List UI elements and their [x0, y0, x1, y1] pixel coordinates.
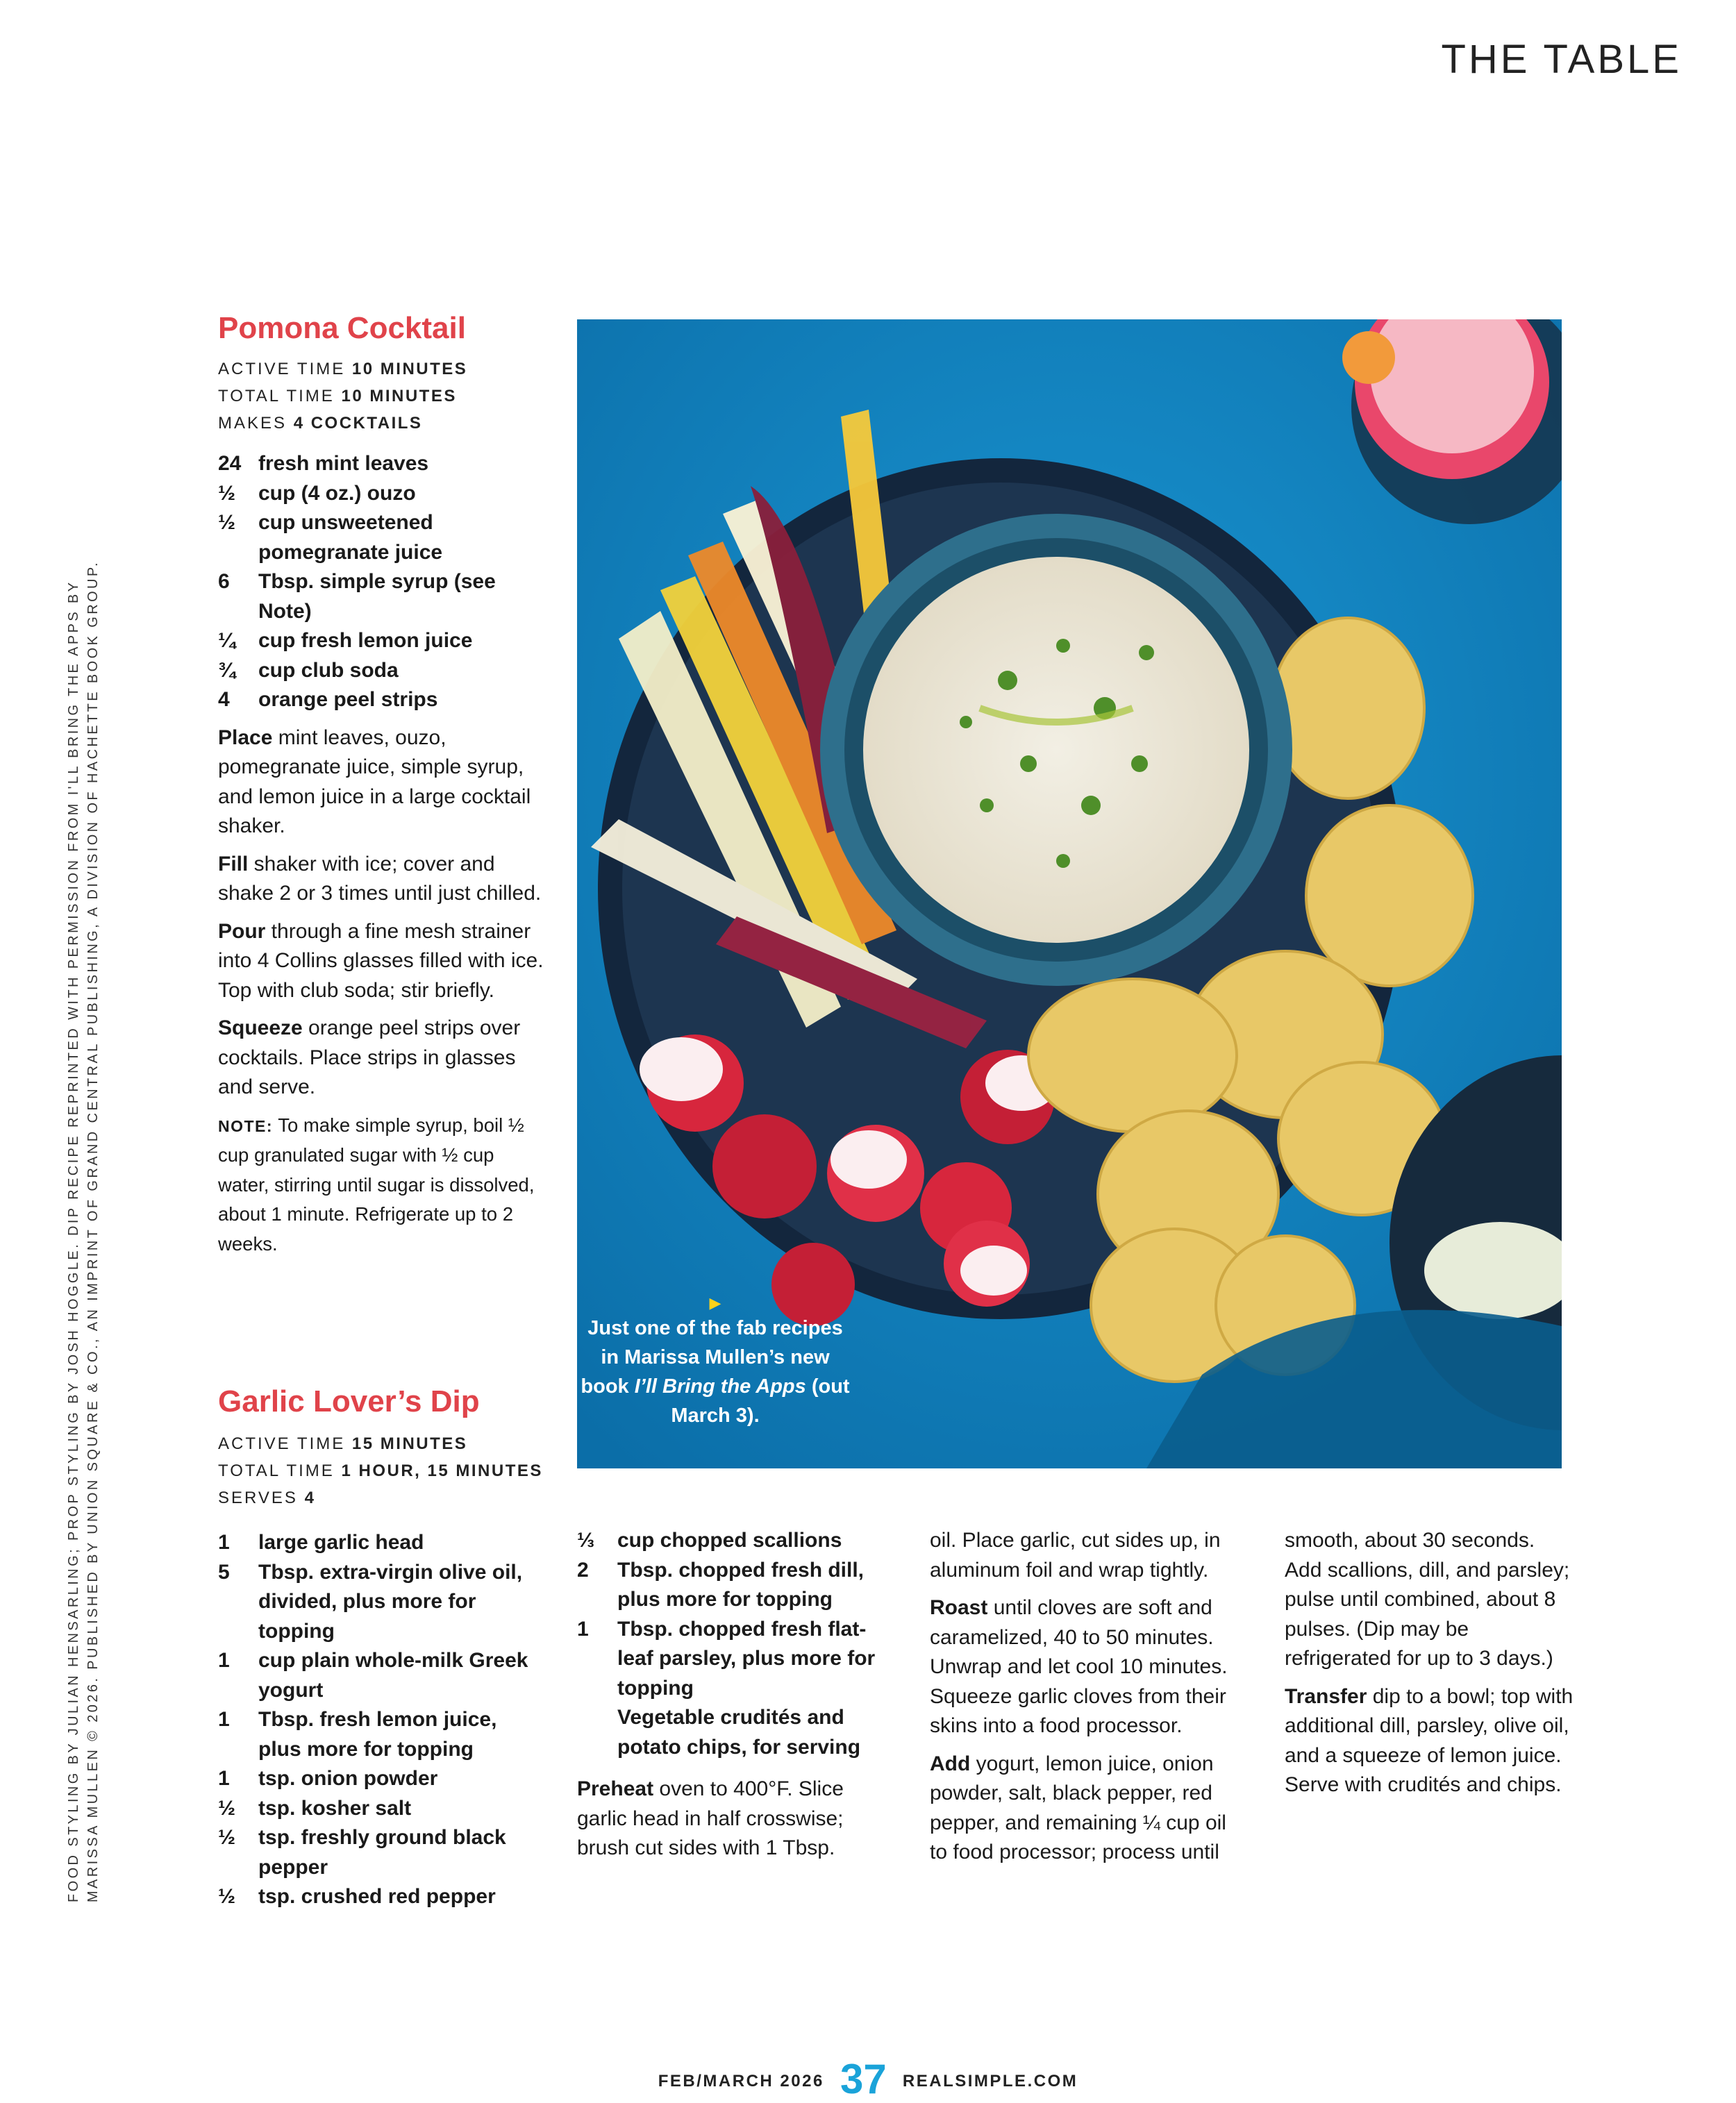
ingredient-item: ½ tsp. kosher salt — [218, 1796, 412, 1820]
dip-column-3 — [930, 1526, 1235, 1876]
ingredient-item: 5 Tbsp. extra-virgin olive oil, divided, plus more for topping — [218, 1560, 523, 1643]
ingredient-item: ⅓ cup chopped scallions — [577, 1529, 842, 1552]
step-continued: oil. Place garlic, cut sides up, in aluminum foil and wrap tightly. — [930, 1529, 1221, 1582]
step: Add yogurt, lemon juice, onion powder, salt, black pepper, red pepper, and remaining ¼ cup oil to food processor; process until — [930, 1752, 1226, 1863]
step: Roast until cloves are soft and caramelized, 40 to 50 minutes. Unwrap and let cool 10 minutes. Squeeze garlic cloves from their skins into a food processor. — [930, 1596, 1228, 1737]
cocktail-note: NOTE: To make simple syrup, boil ½ cup granulated sugar with ½ cup water, stirring until sugar is dissolved, about 1 minute. Refrigerate up to 2 weeks. — [218, 1114, 535, 1255]
ingredient-item: ½ tsp. freshly ground black pepper — [218, 1826, 506, 1879]
ingredient-item: ¾ cup club soda — [218, 658, 399, 682]
meta-row: TOTAL TIME 10 MINUTES — [218, 387, 457, 405]
dip-recipe — [218, 1384, 544, 1912]
meta-row: ACTIVE TIME 15 MINUTES — [218, 1434, 468, 1453]
ingredient-item: ½ cup (4 oz.) ouzo — [218, 481, 416, 505]
ingredient-item: 4 orange peel strips — [218, 688, 438, 711]
ingredient-item: 2 Tbsp. chopped fresh dill, plus more for topping — [577, 1558, 865, 1611]
step: Transfer dip to a bowl; top with additional dill, parsley, olive oil, and a squeeze of lemon juice. Serve with crudités and chips. — [1285, 1684, 1574, 1796]
step: Pour through a fine mesh strainer into 4 Collins glasses filled with ice. Top with club soda; stir briefly. — [218, 919, 544, 1002]
photo-caption: ▶ Just one of the fab recipes in Marissa Mullen’s new book I’ll Bring the Apps (out March 3). — [581, 1294, 850, 1427]
ingredient-item: Vegetable crudités and potato chips, for serving — [617, 1706, 861, 1759]
caption-arrow-icon: ▶ — [709, 1294, 721, 1312]
ingredient-item: 6 Tbsp. simple syrup (see Note) — [218, 570, 496, 623]
step: Place mint leaves, ouzo, pomegranate juice, simple syrup, and lemon juice in a large cocktail shaker. — [218, 726, 531, 837]
meta-row: TOTAL TIME 1 HOUR, 15 MINUTES — [218, 1461, 543, 1480]
step: Preheat oven to 400°F. Slice garlic head in half crosswise; brush cut sides with 1 Tbsp. — [577, 1777, 844, 1859]
meta-row: SERVES 4 — [218, 1489, 316, 1507]
meta-row: ACTIVE TIME 10 MINUTES — [218, 360, 468, 378]
cocktail-recipe — [218, 311, 544, 1259]
step: Squeeze orange peel strips over cocktails. Place strips in glasses and serve. — [218, 1016, 521, 1098]
ingredient-item: 24 fresh mint leaves — [218, 452, 429, 475]
ingredient-item: 1 large garlic head — [218, 1531, 424, 1554]
cocktail-meta — [218, 355, 544, 437]
issue-date: FEB/MARCH 2026 — [658, 2072, 824, 2091]
dip-ingredients-col2 — [577, 1526, 883, 1762]
ingredient-item: 1 Tbsp. chopped fresh flat-leaf parsley, plus more for topping — [577, 1617, 876, 1700]
ingredient-item: 1 Tbsp. fresh lemon juice, plus more for topping — [218, 1708, 497, 1761]
meta-row: MAKES 4 COCKTAILS — [218, 414, 423, 433]
step: Fill shaker with ice; cover and shake 2 or 3 times until just chilled. — [218, 852, 542, 905]
dip-column-4 — [1285, 1526, 1576, 1809]
ingredient-item: 1 cup plain whole-milk Greek yogurt — [218, 1649, 528, 1702]
website: REALSIMPLE.COM — [902, 2072, 1078, 2091]
cocktail-ingredients — [218, 449, 544, 715]
dip-column-2 — [577, 1526, 883, 1872]
ingredient-item: ¼ cup fresh lemon juice — [218, 629, 473, 652]
photo-credit — [64, 560, 103, 1902]
page-footer — [0, 2055, 1736, 2103]
dip-title: Garlic Lover’s Dip — [218, 1384, 480, 1418]
dip-ingredients-col1 — [218, 1528, 544, 1912]
book-title: I’ll Bring the Apps — [634, 1375, 806, 1398]
credit-line-1: FOOD STYLING BY JULIAN HENSARLING; PROP STYLING BY JOSH HOGGLE. DIP RECIPE REPRINTED WITH PERMISSION FROM I'LL BRING THE APPS BY — [66, 580, 81, 1902]
ingredient-item: ½ cup unsweetened pomegranate juice — [218, 511, 443, 564]
cocktail-title: Pomona Cocktail — [218, 311, 466, 345]
section-header: THE TABLE — [1441, 37, 1682, 82]
ingredient-item: 1 tsp. onion powder — [218, 1767, 438, 1790]
step-continued: smooth, about 30 seconds. Add scallions, dill, and parsley; pulse until combined, about 8 pulses. (Dip may be refrigerated for up to 3 days.) — [1285, 1529, 1570, 1670]
ingredient-item: ½ tsp. crushed red pepper — [218, 1885, 496, 1908]
page-number: 37 — [840, 2056, 887, 2102]
cocktail-steps — [218, 723, 544, 1259]
dip-meta — [218, 1430, 544, 1511]
credit-line-2: MARISSA MULLEN © 2026. PUBLISHED BY UNION SQUARE & CO., AN IMPRINT OF GRAND CENTRAL PUBLISHING, A DIVISION OF HACHETTE BOOK GROUP. — [85, 560, 101, 1902]
